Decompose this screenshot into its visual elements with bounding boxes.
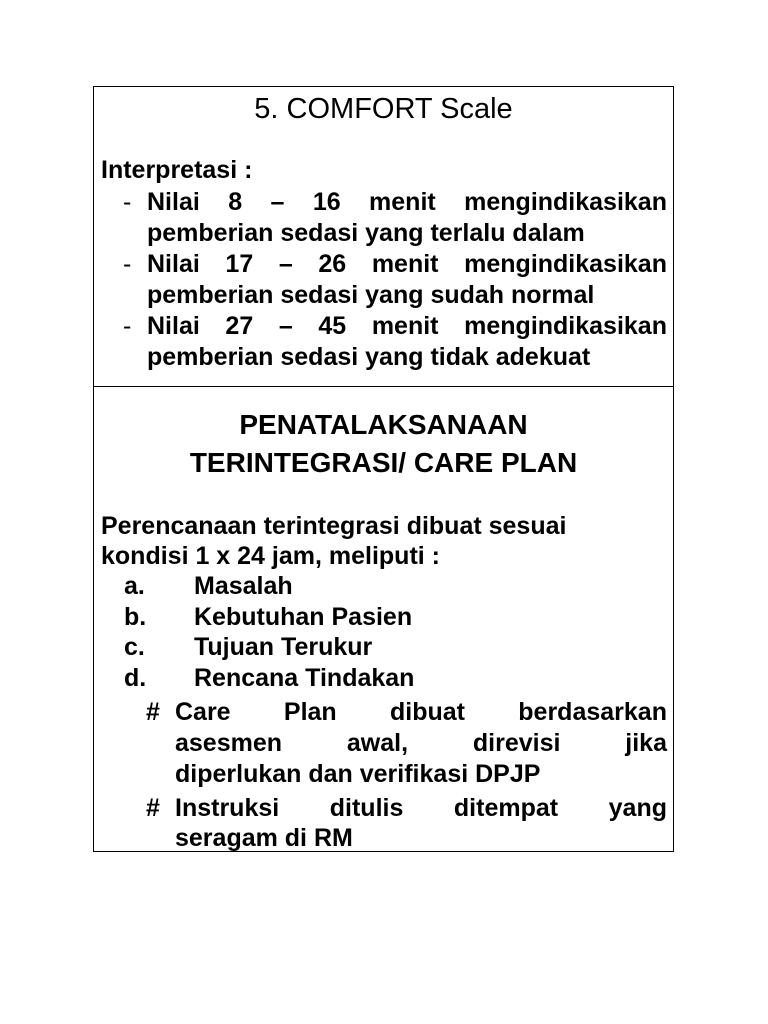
note-1-line3: diperlukan dan verifikasi DPJP [175, 760, 541, 788]
word: menit [369, 188, 436, 216]
list-marker: a. [124, 572, 145, 600]
interpretation-item-3-line2: pemberian sedasi yang tidak adekuat [147, 343, 591, 371]
list-marker: d. [124, 664, 147, 692]
word: 26 [318, 250, 347, 278]
comfort-scale-section [94, 87, 673, 387]
word: mengindikasikan [464, 188, 667, 216]
care-plan-heading-line2: TERINTEGRASI/ CARE PLAN [189, 447, 578, 478]
word: 8 [228, 188, 243, 216]
word: Nilai [147, 250, 200, 278]
list-item-masalah: Masalah [194, 572, 293, 600]
document-card [93, 86, 674, 852]
word: ditulis [329, 794, 404, 822]
bullet-dash: - [123, 312, 132, 340]
word: menit [371, 312, 439, 340]
word: Care [175, 698, 231, 726]
word: mengindikasikan [464, 312, 667, 340]
word: Plan [283, 698, 337, 726]
list-item-tujuan-terukur: Tujuan Terukur [194, 633, 373, 661]
care-plan-intro-line2: kondisi 1 x 24 jam, meliputi : [101, 542, 440, 570]
word: mengindikasikan [464, 250, 667, 278]
word: asesmen [175, 729, 283, 757]
comfort-scale-title: 5. COMFORT Scale [254, 93, 513, 125]
word: – [278, 312, 293, 340]
word: menit [371, 250, 439, 278]
word: ditempat [453, 794, 559, 822]
hash-marker: # [146, 698, 160, 726]
note-2-line1 [175, 793, 667, 823]
interpretation-item-1-line2: pemberian sedasi yang terlalu dalam [147, 219, 585, 247]
list-marker: b. [124, 603, 147, 631]
word: Nilai [147, 312, 200, 340]
list-marker: c. [124, 633, 145, 661]
bullet-dash: - [123, 188, 132, 216]
word: awal, [346, 729, 409, 757]
interpretation-item-2-line2: pemberian sedasi yang sudah normal [147, 281, 595, 309]
word: 16 [312, 188, 341, 216]
word: yang [608, 794, 667, 822]
word: direvisi [472, 729, 561, 757]
care-plan-section [94, 387, 673, 851]
word: 27 [225, 312, 254, 340]
word: 45 [318, 312, 347, 340]
word: – [278, 250, 293, 278]
note-1-line2 [175, 728, 667, 758]
word: jika [625, 729, 667, 757]
hash-marker: # [146, 794, 160, 822]
word: Nilai [147, 188, 200, 216]
word: Instruksi [175, 794, 280, 822]
interpretation-label: Interpretasi : [101, 156, 253, 184]
word: dibuat [389, 698, 465, 726]
interpretation-item-3-line1 [147, 311, 667, 341]
interpretation-item-2-line1 [147, 249, 667, 279]
interpretation-item-1-line1 [147, 187, 667, 217]
care-plan-intro-line1: Perencanaan terintegrasi dibuat sesuai [101, 512, 567, 540]
word: 17 [225, 250, 254, 278]
list-item-rencana-tindakan: Rencana Tindakan [194, 664, 415, 692]
note-2-line2: seragam di RM [175, 824, 353, 852]
word: – [270, 188, 285, 216]
list-item-kebutuhan-pasien: Kebutuhan Pasien [194, 603, 413, 631]
bullet-dash: - [123, 250, 132, 278]
word: berdasarkan [518, 698, 667, 726]
note-1-line1 [175, 697, 667, 727]
care-plan-heading-line1: PENATALAKSANAAN [239, 409, 528, 440]
